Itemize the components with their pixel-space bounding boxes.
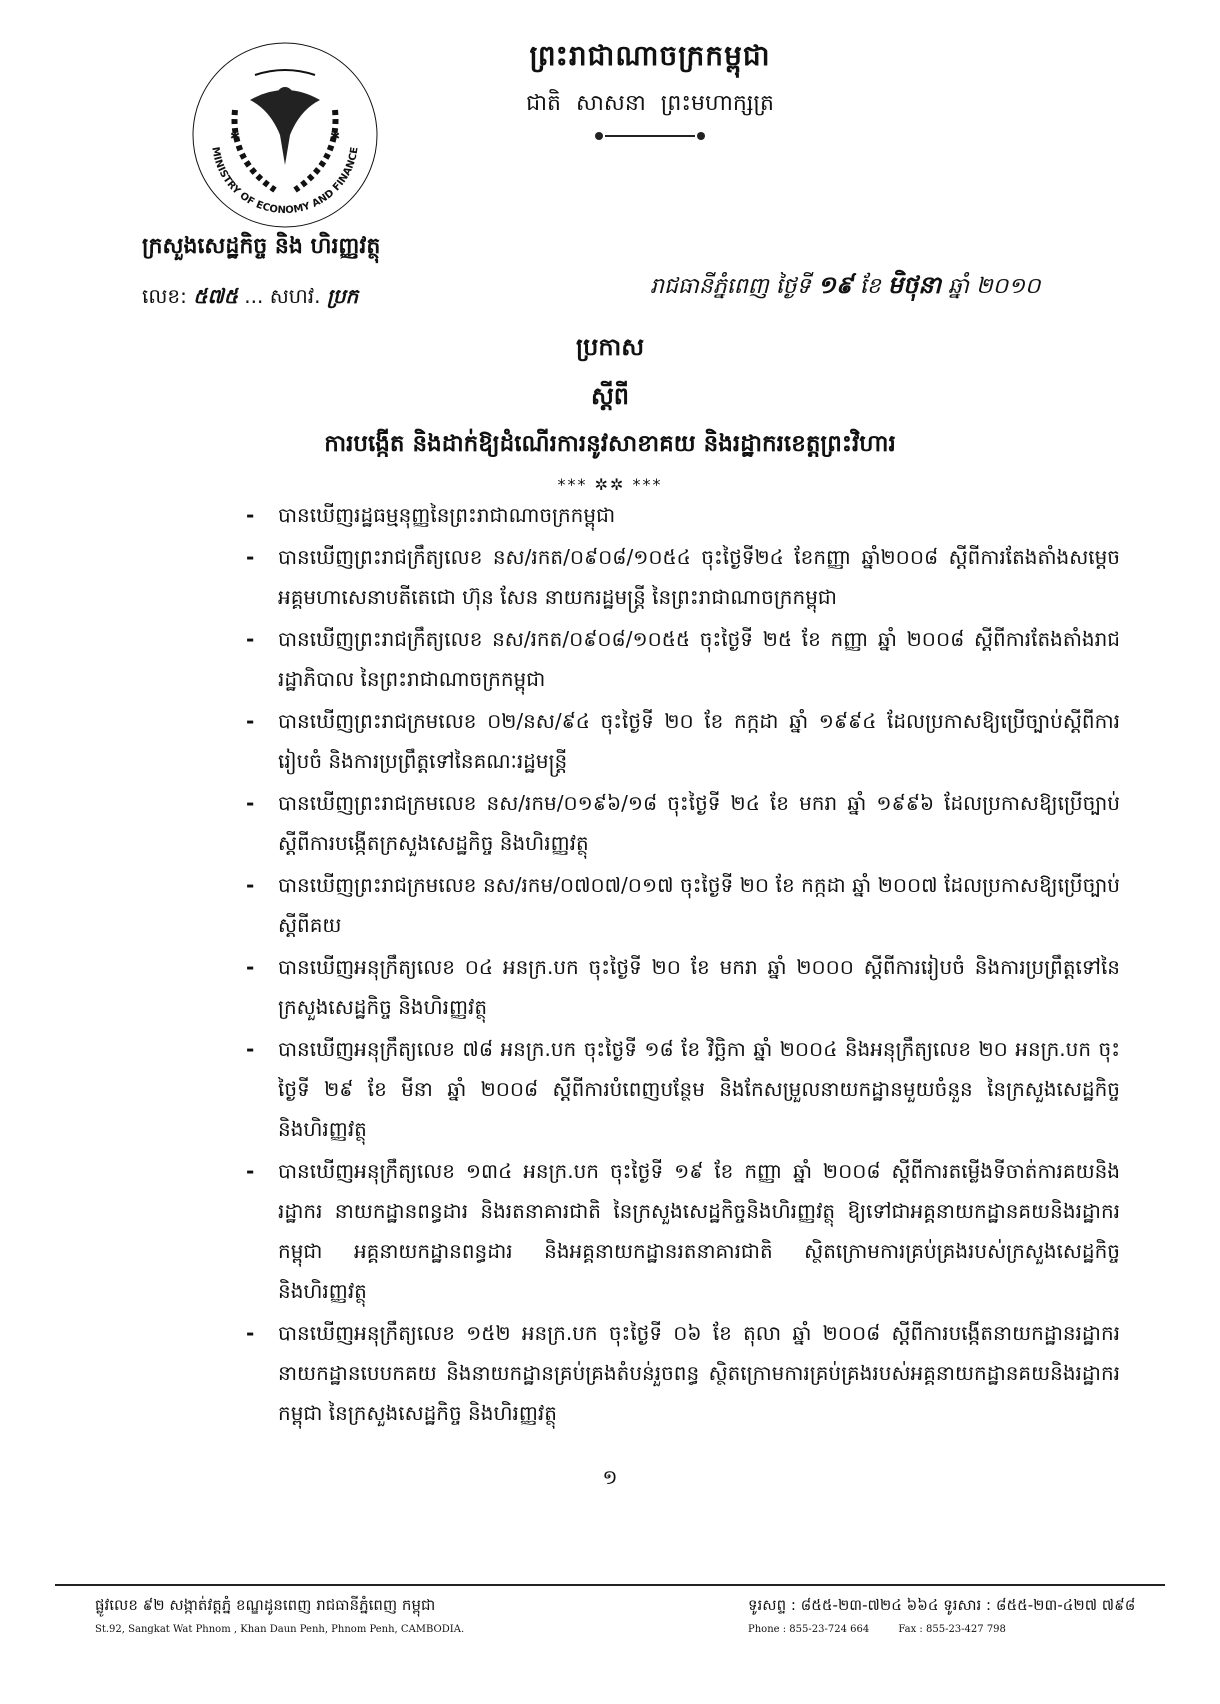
clause-item: - បានឃើញព្រះរាជក្រមលេខ នស/រកម/០៧០៧/០១៧ ចុះថ្ងៃទី ២០ ខែ កក្កដា ឆ្នាំ ២០០៧ ដែលប្រកាសឱ្យប្រើច្បាប់ស្តីពីគយ (240, 865, 1120, 945)
ministry-name: ក្រសួងសេដ្ឋកិច្ច និង ហិរញ្ញវត្ថុ (142, 234, 381, 259)
title-about: ស្តីពី (590, 382, 630, 410)
date-month-prefix: ខែ (859, 274, 881, 299)
clause-item: - បានឃើញអនុក្រឹត្យលេខ ៧៨ អនក្រ.បក ចុះថ្ងៃទី ១៨ ខែ វិច្ឆិកា ឆ្នាំ ២០០៤ និងអនុក្រឹត្យលេខ ២០ អនក្រ.បក ចុះថ្ងៃទី ២៩ ខែ មីនា ឆ្នាំ ២០០៨ ស្តីពីការបំពេញបន្ថែម និងកែសម្រួលនាយកដ្ឋានមួយចំនួន នៃក្រសួងសេដ្ឋកិច្ច និងហិរញ្ញវត្ថុ (240, 1029, 1120, 1149)
ref-number: ៥៧៥ (193, 284, 238, 308)
kingdom-title: ព្រះរាជាណាចក្រកម្ពុជា (529, 39, 771, 72)
date-year: ២០១០ (976, 274, 1041, 299)
page-number: ១ (602, 1465, 618, 1489)
ref-prefix: លេខ: (142, 284, 187, 308)
footer-contact (748, 1596, 1135, 1635)
ministry-seal-icon (190, 40, 380, 230)
document-subject: ការបង្កើត និងដាក់ឱ្យដំណើរការនូវសាខាគយ និងរដ្ឋាករខេត្តព្រះវិហារ (324, 431, 896, 457)
fax-number: Fax : 855-23-427 798 (898, 1624, 1006, 1635)
clause-item: - បានឃើញអនុក្រឹត្យលេខ ១៣៤ អនក្រ.បក ចុះថ្ងៃទី ១៩ ខែ កញ្ញា ឆ្នាំ ២០០៨ ស្តីពីការតម្លើងទីចាត់ការគយនិងរដ្ឋាករ នាយកដ្ឋានពន្ធដារ និងរតនាគារជាតិ នៃក្រសួងសេដ្ឋកិច្ចនិងហិរញ្ញវត្ថុ ឱ្យទៅជាអគ្គនាយកដ្ឋានគយនិងរដ្ឋាករកម្ពុជា អគ្គនាយកដ្ឋានពន្ធដារ និងអគ្គនាយកដ្ឋានរតនាគារជាតិ ស្ថិតក្រោមការគ្រប់គ្រងរបស់ក្រសួងសេដ្ឋកិច្ច និងហិរញ្ញវត្ថុ (240, 1151, 1120, 1311)
footer-address (95, 1596, 464, 1635)
svg-text:MINISTRY OF ECONOMY AND FINANC: MINISTRY OF ECONOMY AND FINANCE (209, 146, 361, 217)
ref-suffix: សហវ. (269, 284, 321, 308)
clause-item: - បានឃើញអនុក្រឹត្យលេខ ០៤ អនក្រ.បក ចុះថ្ងៃទី ២០ ខែ មករា ឆ្នាំ ២០០០ ស្តីពីការរៀបចំ និងការប្រព្រឹត្តទៅនៃក្រសួងសេដ្ឋកិច្ច និងហិរញ្ញវត្ថុ (240, 947, 1120, 1027)
title-block (160, 332, 1060, 494)
clause-list (240, 495, 1120, 1435)
clause-item: - បានឃើញព្រះរាជក្រឹត្យលេខ នស/រកត/០៩០៨/១០៥៥ ចុះថ្ងៃទី ២៥ ខែ កញ្ញា ឆ្នាំ ២០០៨ ស្តីពីការតែងតាំងរាជរដ្ឋាភិបាល នៃព្រះរាជាណាចក្រកម្ពុជា (240, 619, 1120, 699)
date-year-prefix: ឆ្នាំ (948, 274, 969, 299)
document-date (650, 270, 1040, 305)
contact-english (748, 1624, 1135, 1635)
clause-item: - បានឃើញព្រះរាជក្រឹត្យលេខ នស/រកត/០៩០៨/១០៥៤ ចុះថ្ងៃទី២៤ ខែកញ្ញា ឆ្នាំ២០០៨ ស្តីពីការតែងតាំងសម្តេចអគ្គមហាសេនាបតីតេជោ ហ៊ុន សែន នាយករដ្ឋមន្ត្រី នៃព្រះរាជាណាចក្រកម្ពុជា (240, 537, 1120, 617)
kingdom-header (500, 38, 800, 137)
title-divider: *** ✲✲ *** (557, 475, 663, 494)
clause-item: - បានឃើញព្រះរាជក្រមលេខ ០២/នស/៩៤ ចុះថ្ងៃទី ២០ ខែ កក្កដា ឆ្នាំ ១៩៩៤ ដែលប្រកាសឱ្យប្រើច្បាប់ស្តីពីការរៀបចំ និងការប្រព្រឹត្តទៅនៃគណៈរដ្ឋមន្ត្រី (240, 701, 1120, 781)
address-khmer: ផ្លូវលេខ ៩២ សង្កាត់វត្តភ្នំ ខណ្ឌដូនពេញ រាជធានីភ្នំពេញ កម្ពុជា (95, 1596, 436, 1614)
ref-code: ប្រក (326, 284, 359, 308)
svg-text:✱: ✱ (230, 129, 241, 143)
clause-item: - បានឃើញព្រះរាជក្រមលេខ នស/រកម/០១៩៦/១៨ ចុះថ្ងៃទី ២៤ ខែ មករា ឆ្នាំ ១៩៩៦ ដែលប្រកាសឱ្យប្រើច្បាប់ស្តីពីការបង្កើតក្រសួងសេដ្ឋកិច្ច និងហិរញ្ញវត្ថុ (240, 783, 1120, 863)
phone-number: Phone : 855-23-724 664 (748, 1624, 870, 1635)
contact-khmer: ទូរសព្ទ : ៨៥៥-២៣-៧២៤ ៦៦៤ ទូរសារ : ៨៥៥-២៣-៤២៧ ៧៩៨ (748, 1596, 1136, 1614)
address-english: St.92, Sangkat Wat Phnom , Khan Daun Penh, Phnom Penh, CAMBODIA. (95, 1624, 465, 1635)
header-ornament (605, 135, 695, 137)
clause-item: - បានឃើញរដ្ឋធម្មនុញ្ញនៃព្រះរាជាណាចក្រកម្ពុជា (240, 495, 1120, 535)
svg-text:✱: ✱ (330, 129, 341, 143)
reference-number: លេខ: ៥៧៥ ... សហវ. ប្រក (142, 284, 359, 308)
date-month: មិថុនា (887, 271, 942, 299)
document-type: ប្រកាស (575, 333, 645, 361)
kingdom-motto: ជាតិ សាសនា ព្រះមហាក្សត្រ (526, 91, 774, 116)
footer-divider (55, 1584, 1165, 1586)
clause-item: - បានឃើញអនុក្រឹត្យលេខ ១៥២ អនក្រ.បក ចុះថ្ងៃទី ០៦ ខែ តុលា ឆ្នាំ ២០០៨ ស្តីពីការបង្កើតនាយកដ្ឋានរដ្ឋាករ នាយកដ្ឋានបេបកគយ និងនាយកដ្ឋានគ្រប់គ្រងតំបន់រួចពន្ធ ស្ថិតក្រោមការគ្រប់គ្រងរបស់អគ្គនាយកដ្ឋានគយនិងរដ្ឋាករកម្ពុជា នៃក្រសួងសេដ្ឋកិច្ច និងហិរញ្ញវត្ថុ (240, 1313, 1120, 1433)
date-day: ១៩ (817, 271, 853, 299)
date-prefix: រាជធានីភ្នំពេញ ថ្ងៃទី (650, 274, 811, 299)
